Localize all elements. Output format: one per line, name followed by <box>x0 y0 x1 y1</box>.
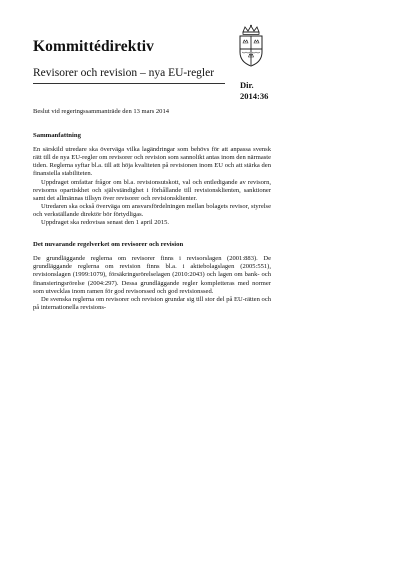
current-rules-paragraph-1: De grundläggande reglerna om revisorer finns i revisorslagen (2001:883). De grundläggande reglerna om revision finns bl.a. i aktiebolagslagen (2005:551), revisionslagen (1999:1079), försäkringsrörelselagen (2010:2043) och lagen om bank- och finansieringsrörelse (2004:297). Dessa grundläggande regler kompletteras med normer som utvecklas inom ramen för god revisorssed och god revisionssed. <box>33 255 271 295</box>
decision-line: Beslut vid regeringssammanträde den 13 mars 2014 <box>33 108 169 115</box>
directive-label: Dir. <box>240 80 254 90</box>
document-title: Kommittédirektiv <box>33 38 154 55</box>
document-body <box>33 108 271 312</box>
section-heading-current-rules: Det nuvarande regelverket om revisorer och revision <box>33 241 184 249</box>
title-rule <box>33 83 225 84</box>
summary-paragraph-3: Utredaren ska också överväga om ansvarsfördelningen mellan bolagets revisor, styrelse och verkställande direktör bör förtydligas. <box>33 202 271 218</box>
section-heading-summary: Sammanfattning <box>33 132 81 140</box>
current-rules-paragraph-2: De svenska reglerna om revisorer och revision grundar sig till stor del på EU-rätten och på internationella revisions- <box>33 295 271 311</box>
directive-id: 2014:36 <box>240 91 269 101</box>
directive-number <box>240 80 268 102</box>
summary-paragraph-1: En särskild utredare ska överväga vilka lagändringar som behövs för att anpassa svensk rätt till de nya EU-regler om revisorer och revision som sannolikt antas inom den närmaste tiden. Reglerna syftar bl.a. till att höja kvaliteten på revisionen inom EU och att stärka den finansiella stabiliteten. <box>33 146 271 178</box>
national-crest-icon <box>232 24 270 70</box>
summary-paragraph-2: Uppdraget omfattar frågor om bl.a. revisionsutskott, val och entledigande av revisorn, revisorns opartiskhet och självständighet i förhållande till revisionsklienten, sanktioner samt det allmännas tillsyn över revisorer och revisionsklienter. <box>33 178 271 202</box>
document-subtitle: Revisorer och revision – nya EU-regler <box>33 67 215 79</box>
summary-paragraph-4: Uppdraget ska redovisas senast den 1 april 2015. <box>41 219 169 227</box>
